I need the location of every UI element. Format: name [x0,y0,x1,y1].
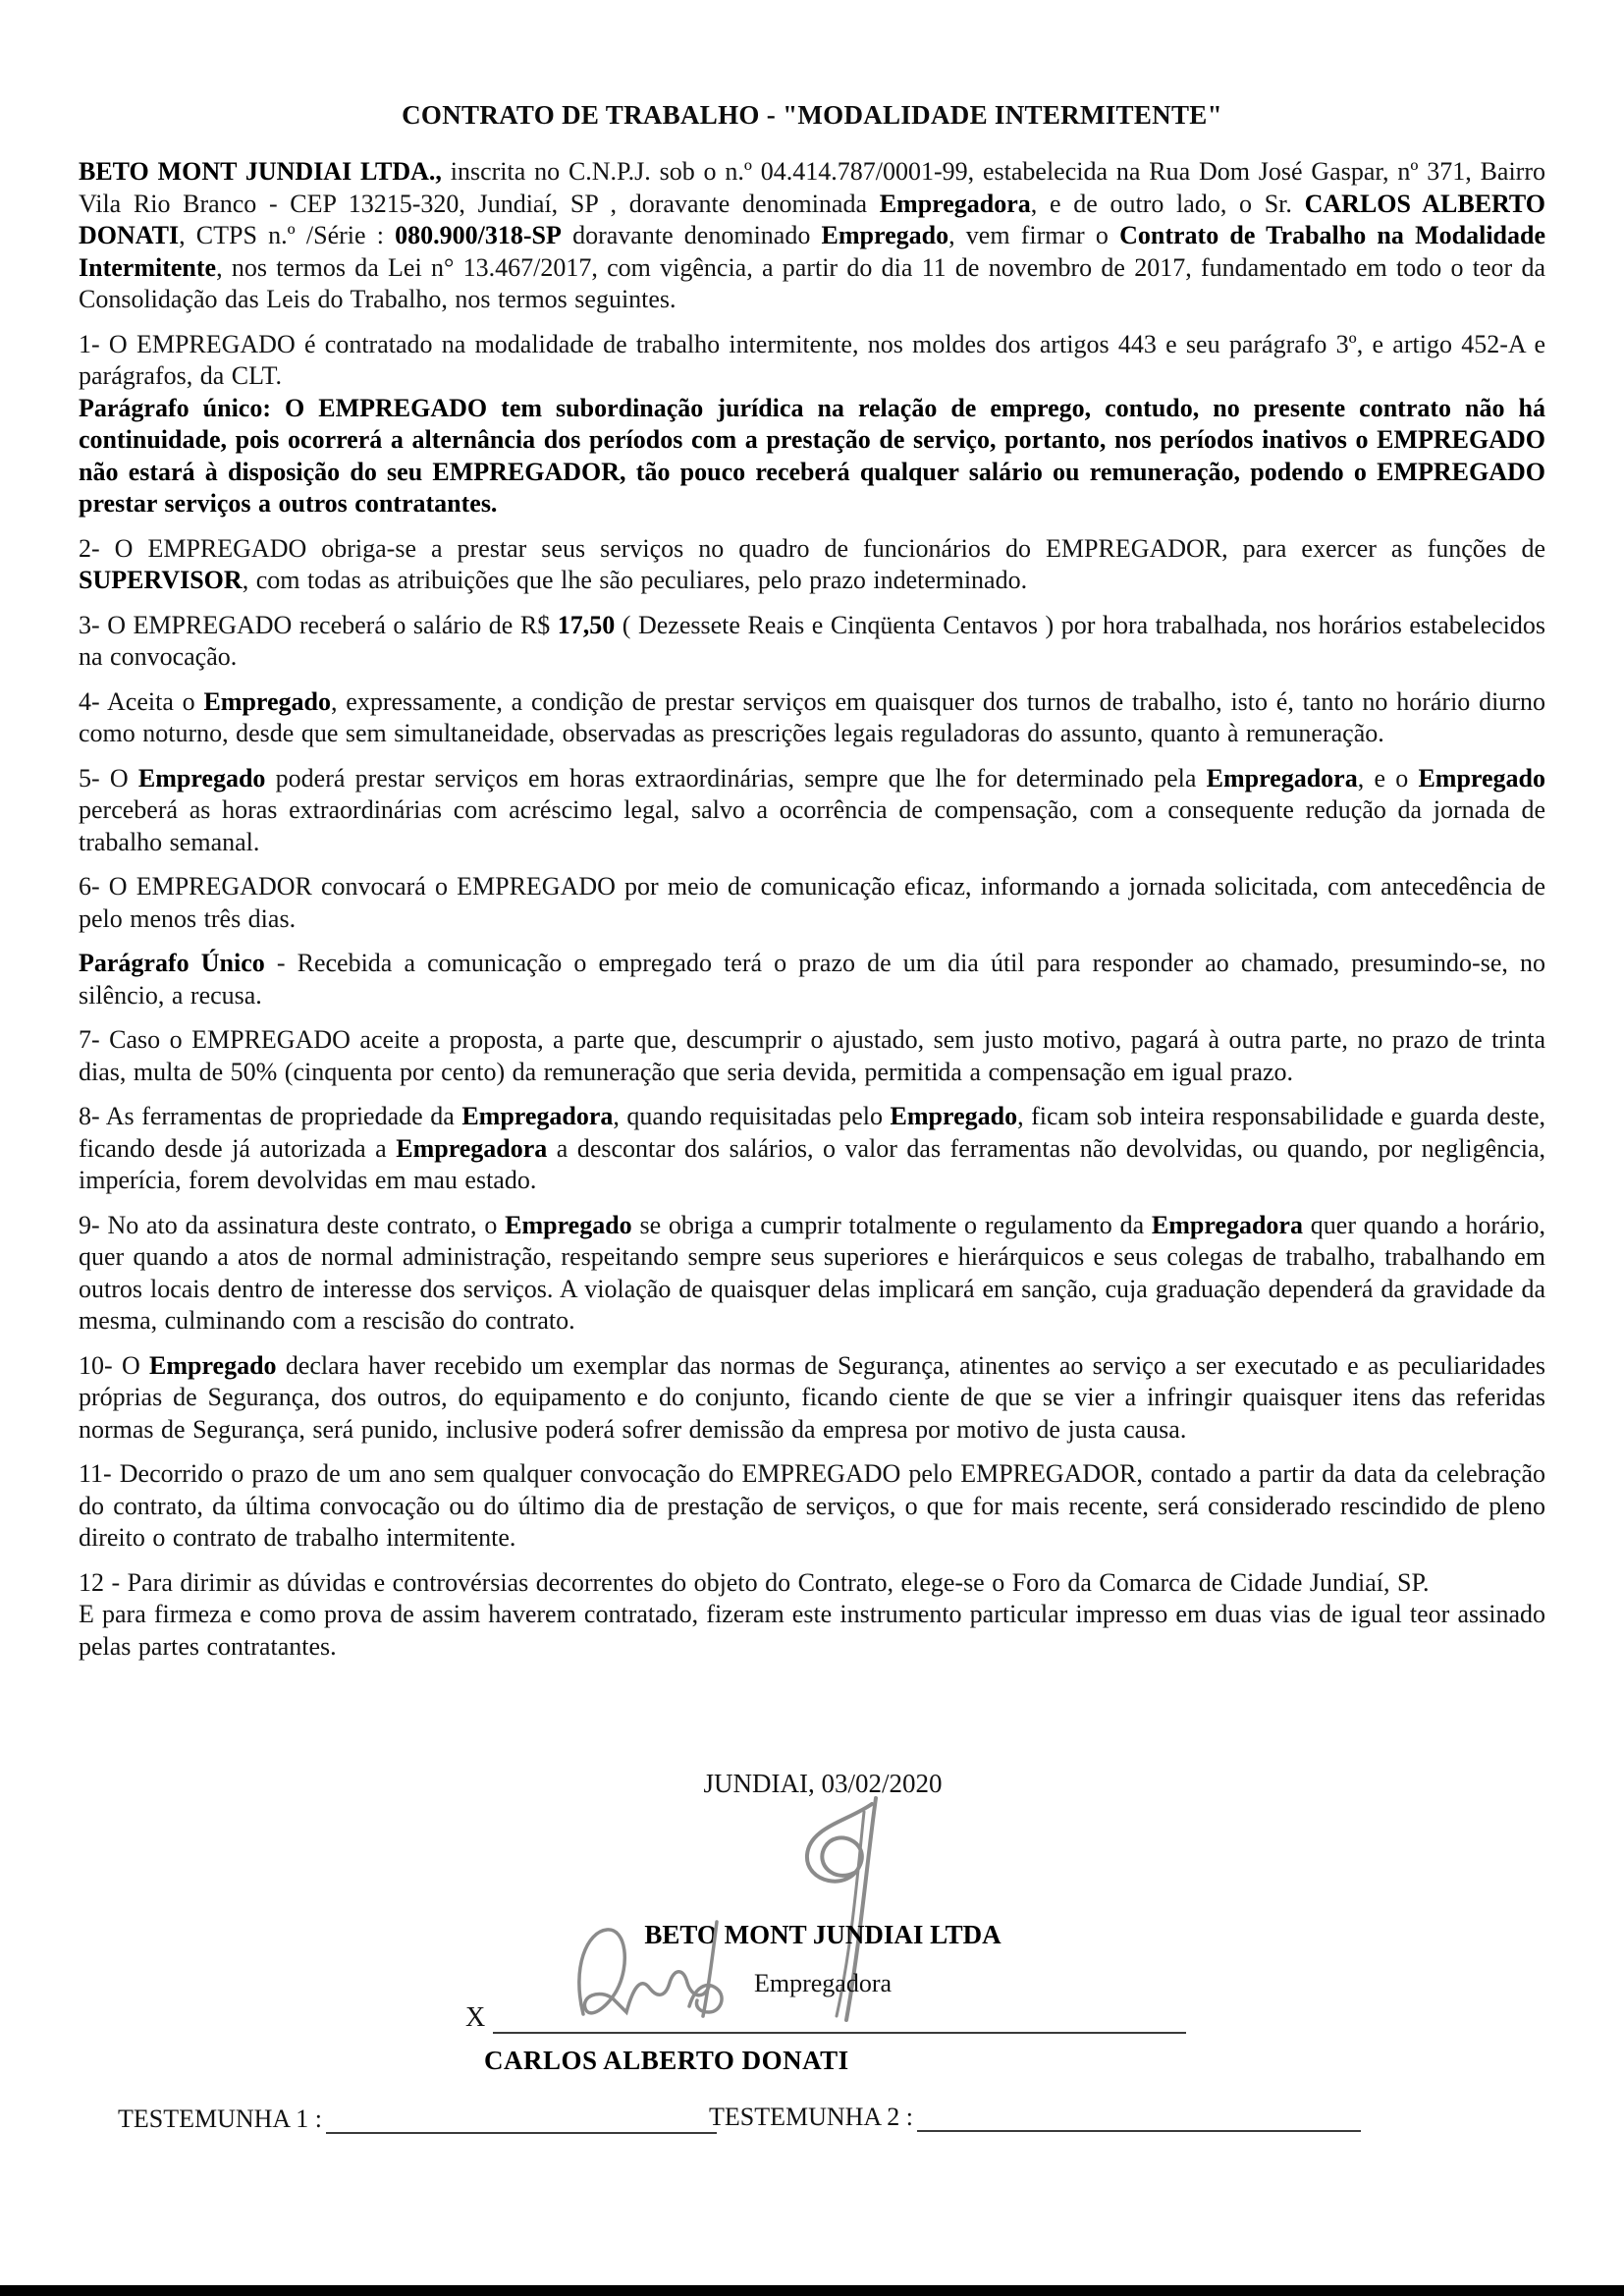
paragraph-5: 3- O EMPREGADO receberá o salário de R$ 17,50 ( Dezessete Reais e Cinqüenta Centavos ) por hora trabalhada, nos horários estabelecidos na convocação. [79,610,1545,671]
paragraph-1: BETO MONT JUNDIAI LTDA., inscrita no C.N.P.J. sob o n.º 04.414.787/0001-99, estabelecida na Rua Dom José Gaspar, nº 371, Bairro Vila Rio Branco - CEP 13215-320, Jundiaí, SP , doravante denominada Empregadora, e de outro lado, o Sr. CARLOS ALBERTO DONATI, CTPS n.º /Série : 080.900/318-SP doravante denominado Empregado, vem firmar o Contrato de Trabalho na Modalidade Intermitente, nos termos da Lei n° 13.467/2017, com vigência, a partir do dia 11 de novembro de 2017, fundamentado em todo o teor da Consolidação das Leis do Trabalho, nos termos seguintes. [79,157,1545,313]
witness1-label: TESTEMUNHA 1 : [118,2105,322,2133]
signature-block [79,1763,1545,2185]
paragraph-14: 11- Decorrido o prazo de um ano sem qualquer convocação do EMPREGADO pelo EMPREGADOR, contado a partir da data da celebração do contrato, da última convocação ou do último dia de prestação de serviços, o que for mais recente, será considerado rescindido de pleno direito o contrato de trabalho intermitente. [79,1459,1545,1552]
paragraph-3: Parágrafo único: O EMPREGADO tem subordinação jurídica na relação de emprego, contudo, no presente contrato não há continuidade, pois ocorrerá a alternância dos períodos com a prestação de serviço, portanto, nos períodos inativos o EMPREGADO não estará à disposição do seu EMPREGADOR, tão pouco receberá qualquer salário ou remuneração, podendo o EMPREGADO prestar serviços a outros contratantes. [79,393,1545,518]
paragraph-16: E para firmeza e como prova de assim haverem contratado, fizeram este instrumento particular impresso em duas vias de igual teor assinado pelas partes contratantes. [79,1600,1545,1661]
x-mark: X [465,2002,486,2033]
employee-signature-line [493,2000,1186,2034]
paragraph-7: 5- O Empregado poderá prestar serviços em horas extraordinárias, sempre que lhe for determinado pela Empregadora, e o Empregado perceberá as horas extraordinárias com acréscimo legal, salvo a ocorrência de compensação, com a consequente redução da jornada de trabalho semanal. [79,763,1545,856]
paragraph-10: 7- Caso o EMPREGADO aceite a proposta, a parte que, descumprir o ajustado, sem justo motivo, pagará à outra parte, no prazo de trinta dias, multa de 50% (cinquenta por cento) da remuneração que seria devida, permitida a compensação em igual prazo. [79,1025,1545,1086]
paragraph-13: 10- O Empregado declara haver recebido um exemplar das normas de Segurança, atinentes ao serviço a ser executado e as peculiaridades próprias de Segurança, dos outros, do equipamento e do conjunto, ficando ciente de que se vier a infringir quaisquer itens das referidas normas de Segurança, será punido, inclusive poderá sofrer demissão da empresa por motivo de justa causa. [79,1350,1546,1444]
witness2-row [709,2103,1361,2132]
paragraph-12: 9- No ato da assinatura deste contrato, o Empregado se obriga a cumprir totalmente o regulamento da Empregadora quer quando a horário, quer quando a atos de normal administração, respeitando sempre seus superiores e hierárquicos e seus colegas de trabalho, trabalhando em outros locais dentro de interesse dos serviços. A violação de quaisquer delas implicará em sanção, cuja graduação dependerá da gravidade da mesma, culminando com a rescisão do contrato. [79,1210,1545,1335]
witness2-label: TESTEMUNHA 2 : [709,2103,913,2131]
employee-signature-row [465,2000,1186,2034]
paragraph-6: 4- Aceita o Empregado, expressamente, a condição de prestar serviços em quaisquer dos turnos de trabalho, isto é, tanto no horário diurno como noturno, desde que sem simultaneidade, observadas as prescrições legais reguladoras do assunto, quanto à remuneração. [79,686,1545,747]
paragraph-15: 12 - Para dirimir as dúvidas e controvérsias decorrentes do objeto do Contrato, elege-se o Foro da Comarca de Cidade Jundiaí, SP. [79,1567,1430,1597]
employee-name: CARLOS ALBERTO DONATI [484,2046,849,2075]
document-title: CONTRATO DE TRABALHO - "MODALIDADE INTERMITENTE" [402,100,1222,130]
contract-content [79,0,1545,1663]
witness2-line [917,2103,1361,2132]
contract-paragraphs [79,156,1545,1663]
witness1-line [326,2105,717,2134]
witness1-row [118,2105,717,2134]
scan-artifact-black-bar [0,2285,1624,2296]
paragraph-2: 1- O EMPREGADO é contratado na modalidade de trabalho intermitente, nos moldes dos artigos 443 e seu parágrafo 3º, e artigo 452-A e parágrafos, da CLT. [79,329,1545,390]
paragraph-4: 2- O EMPREGADO obriga-se a prestar seus serviços no quadro de funcionários do EMPREGADOR, para exercer as funções de SUPERVISOR, com todas as atribuições que lhe são peculiares, pelo prazo indeterminado. [79,533,1545,594]
paragraph-11: 8- As ferramentas de propriedade da Empregadora, quando requisitadas pelo Empregado, ficam sob inteira responsabilidade e guarda deste, ficando desde já autorizada a Empregadora a descontar dos salários, o valor das ferramentas não devolvidas, ou quando, por negligência, imperícia, forem devolvidas em mau estado. [79,1102,1545,1194]
employer-name: BETO MONT JUNDIAI LTDA [644,1920,1001,1949]
employer-role-label: Empregadora [753,1969,893,1997]
paragraph-8: 6- O EMPREGADOR convocará o EMPREGADO por meio de comunicação eficaz, informando a jornada solicitada, com antecedência de pelo menos três dias. [79,872,1545,933]
place-date-line: JUNDIAI, 03/02/2020 [703,1769,943,1798]
paragraph-9: Parágrafo Único - Recebida a comunicação o empregado terá o prazo de um dia útil para responder ao chamado, presumindo-se, no silêncio, a recusa. [79,949,1545,1010]
